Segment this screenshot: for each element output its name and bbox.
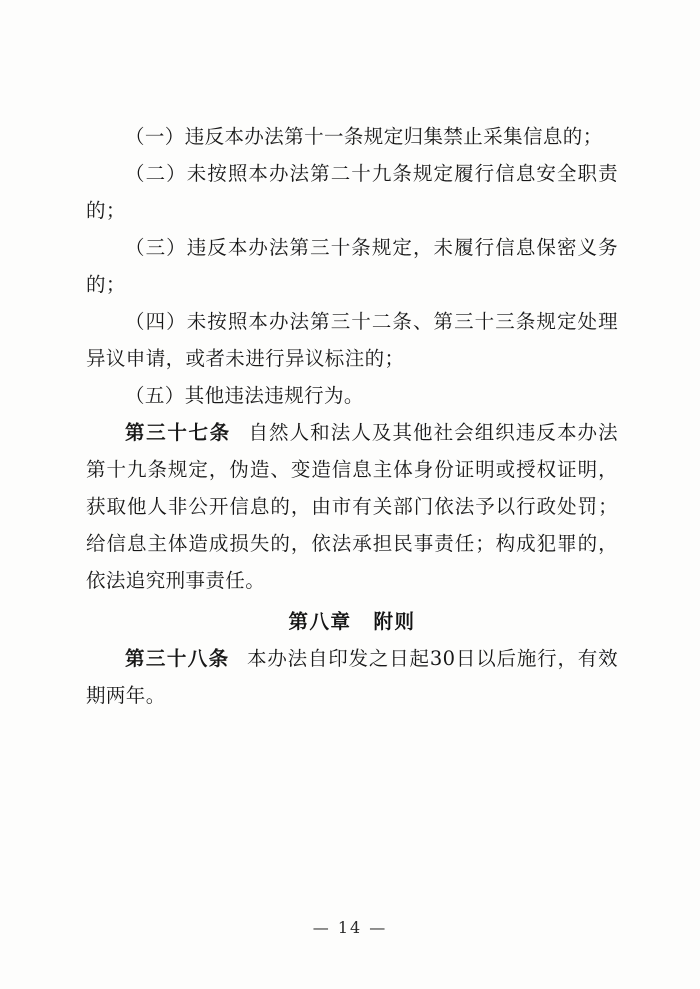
article-37-text: 自然人和法人及其他社会组织违反本办法第十九条规定，伪造、变造信息主体身份证明或授权证明，获取他人非公开信息的，由市有关部门依法予以行政处罚；给信息主体造成损失的，依法承担民事责任；构成犯罪的，依法追究刑事责任。 bbox=[86, 421, 618, 592]
chapter-number: 第八章 bbox=[288, 610, 352, 633]
list-item: （五）其他违法违规行为。 bbox=[125, 384, 364, 407]
page-number: — 14 — bbox=[312, 918, 388, 937]
chapter-heading bbox=[86, 603, 618, 640]
article-38-text: 本办法自印发之日起30日以后施行，有效期两年。 bbox=[86, 647, 618, 707]
list-item: （二）未按照本办法第二十九条规定履行信息安全职责的； bbox=[86, 162, 618, 222]
article-37-paragraph bbox=[86, 414, 618, 599]
article-37-label: 第三十七条 bbox=[125, 421, 231, 444]
article-38-label: 第三十八条 bbox=[125, 647, 230, 670]
list-item: （四）未按照本办法第三十二条、第三十三条规定处理异议申请，或者未进行异议标注的； bbox=[86, 310, 618, 370]
list-item: （一）违反本办法第十一条规定归集禁止采集信息的； bbox=[125, 125, 603, 148]
list-item: （三）违反本办法第三十条规定，未履行信息保密义务的； bbox=[86, 236, 618, 296]
chapter-name: 附则 bbox=[373, 610, 416, 633]
page-content bbox=[86, 118, 618, 714]
article-38-paragraph bbox=[86, 640, 618, 714]
